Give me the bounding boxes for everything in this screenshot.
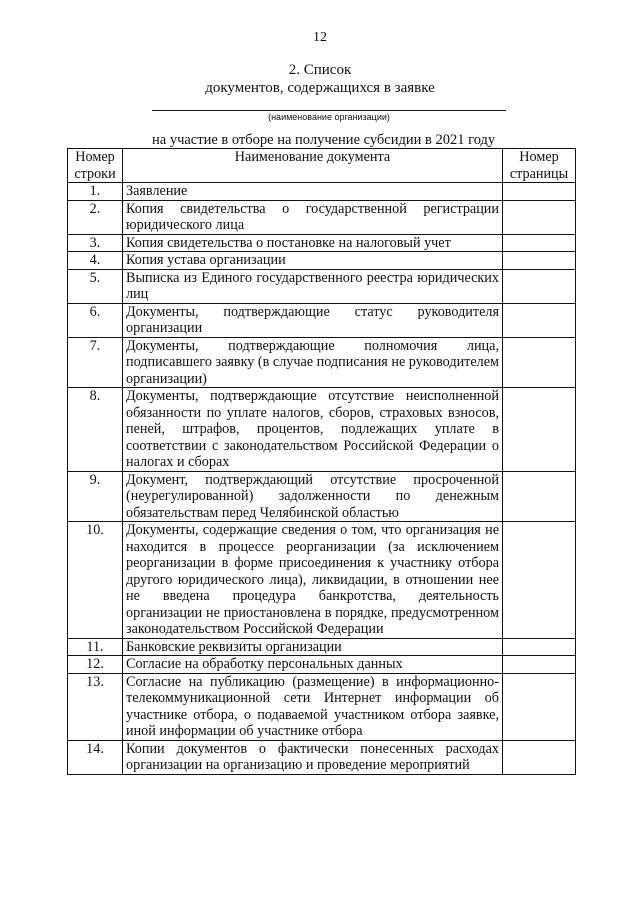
page-number-cell <box>503 471 576 522</box>
page-number-cell <box>503 638 576 656</box>
table-row <box>68 269 576 303</box>
table-row <box>68 522 576 639</box>
document-name: Копия устава организации <box>123 252 503 270</box>
table-row <box>68 252 576 270</box>
header-document-name: Наименование документа <box>123 149 503 183</box>
page-number-cell <box>503 269 576 303</box>
row-number: 1. <box>68 183 123 201</box>
page-number-cell <box>503 252 576 270</box>
row-number: 13. <box>68 673 123 740</box>
table-row <box>68 183 576 201</box>
organization-caption: (наименование организации) <box>268 112 390 122</box>
table-row <box>68 471 576 522</box>
page-number-cell <box>503 234 576 252</box>
document-name: Документы, подтверждающие полномочия лица, подписавшего заявку (в случае подписания не руководителем организации) <box>123 337 503 388</box>
page-number-cell <box>503 200 576 234</box>
documents-table <box>67 148 576 775</box>
list-title: 2. Список <box>288 62 352 78</box>
document-name: Согласие на публикацию (размещение) в информационно-телекоммуникационной сети Интернет информации об участнике отбора, о подаваемой участником отбора заявке, иной информации об участнике отбора <box>123 673 503 740</box>
row-number: 2. <box>68 200 123 234</box>
document-name: Документы, подтверждающие отсутствие неисполненной обязанности по уплате налогов, сборов, страховых взносов, пеней, штрафов, процентов, подлежащих уплате в соответствии с законодательством Российской Федерации о налогах и сборах <box>123 388 503 472</box>
table-row <box>68 337 576 388</box>
document-name: Документы, подтверждающие статус руководителя организации <box>123 303 503 337</box>
row-number: 8. <box>68 388 123 472</box>
table-row <box>68 234 576 252</box>
row-number: 7. <box>68 337 123 388</box>
row-number: 12. <box>68 656 123 674</box>
row-number: 3. <box>68 234 123 252</box>
table-body <box>68 183 576 775</box>
document-name: Банковские реквизиты организации <box>123 638 503 656</box>
row-number: 14. <box>68 740 123 774</box>
list-subtitle: документов, содержащихся в заявке <box>205 80 435 96</box>
page-number-cell <box>503 740 576 774</box>
page-number-cell <box>503 337 576 388</box>
table-row <box>68 673 576 740</box>
document-name: Выписка из Единого государственного реестра юридических лиц <box>123 269 503 303</box>
purpose-text: на участие в отборе на получение субсидии в 2021 году <box>152 132 496 148</box>
table-row <box>68 388 576 472</box>
page-number: 12 <box>313 30 327 45</box>
table-row <box>68 656 576 674</box>
page-number-cell <box>503 183 576 201</box>
row-number: 5. <box>68 269 123 303</box>
organization-name-line <box>152 110 506 111</box>
document-name: Документ, подтверждающий отсутствие просроченной (неурегулированной) задолженности по денежным обязательствам перед Челябинской областью <box>123 471 503 522</box>
table-row <box>68 200 576 234</box>
page-number-cell <box>503 656 576 674</box>
row-number: 11. <box>68 638 123 656</box>
page-number-cell <box>503 673 576 740</box>
row-number: 10. <box>68 522 123 639</box>
document-name: Заявление <box>123 183 503 201</box>
document-name: Документы, содержащие сведения о том, что организация не находится в процессе реорганизации (за исключением реорганизации в форме присоединения к участнику отбора другого юридического лица), ликвидации, в отношении нее не введена процедура банкротства, деятельность организации не приостановлена в порядке, предусмотренном законодательством Российской Федерации <box>123 522 503 639</box>
document-name: Копия свидетельства о государственной регистрации юридического лица <box>123 200 503 234</box>
row-number: 4. <box>68 252 123 270</box>
table-row <box>68 740 576 774</box>
document-name: Копия свидетельства о постановке на налоговый учет <box>123 234 503 252</box>
table-row <box>68 303 576 337</box>
header-page-number: Номер страницы <box>503 149 576 183</box>
row-number: 6. <box>68 303 123 337</box>
page-number-cell <box>503 388 576 472</box>
header-row-number: Номер строки <box>68 149 123 183</box>
page-number-cell <box>503 522 576 639</box>
document-name: Согласие на обработку персональных данных <box>123 656 503 674</box>
table-row <box>68 638 576 656</box>
page-number-cell <box>503 303 576 337</box>
table-header-row <box>68 149 576 183</box>
document-name: Копии документов о фактически понесенных расходах организации на организацию и проведение мероприятий <box>123 740 503 774</box>
row-number: 9. <box>68 471 123 522</box>
